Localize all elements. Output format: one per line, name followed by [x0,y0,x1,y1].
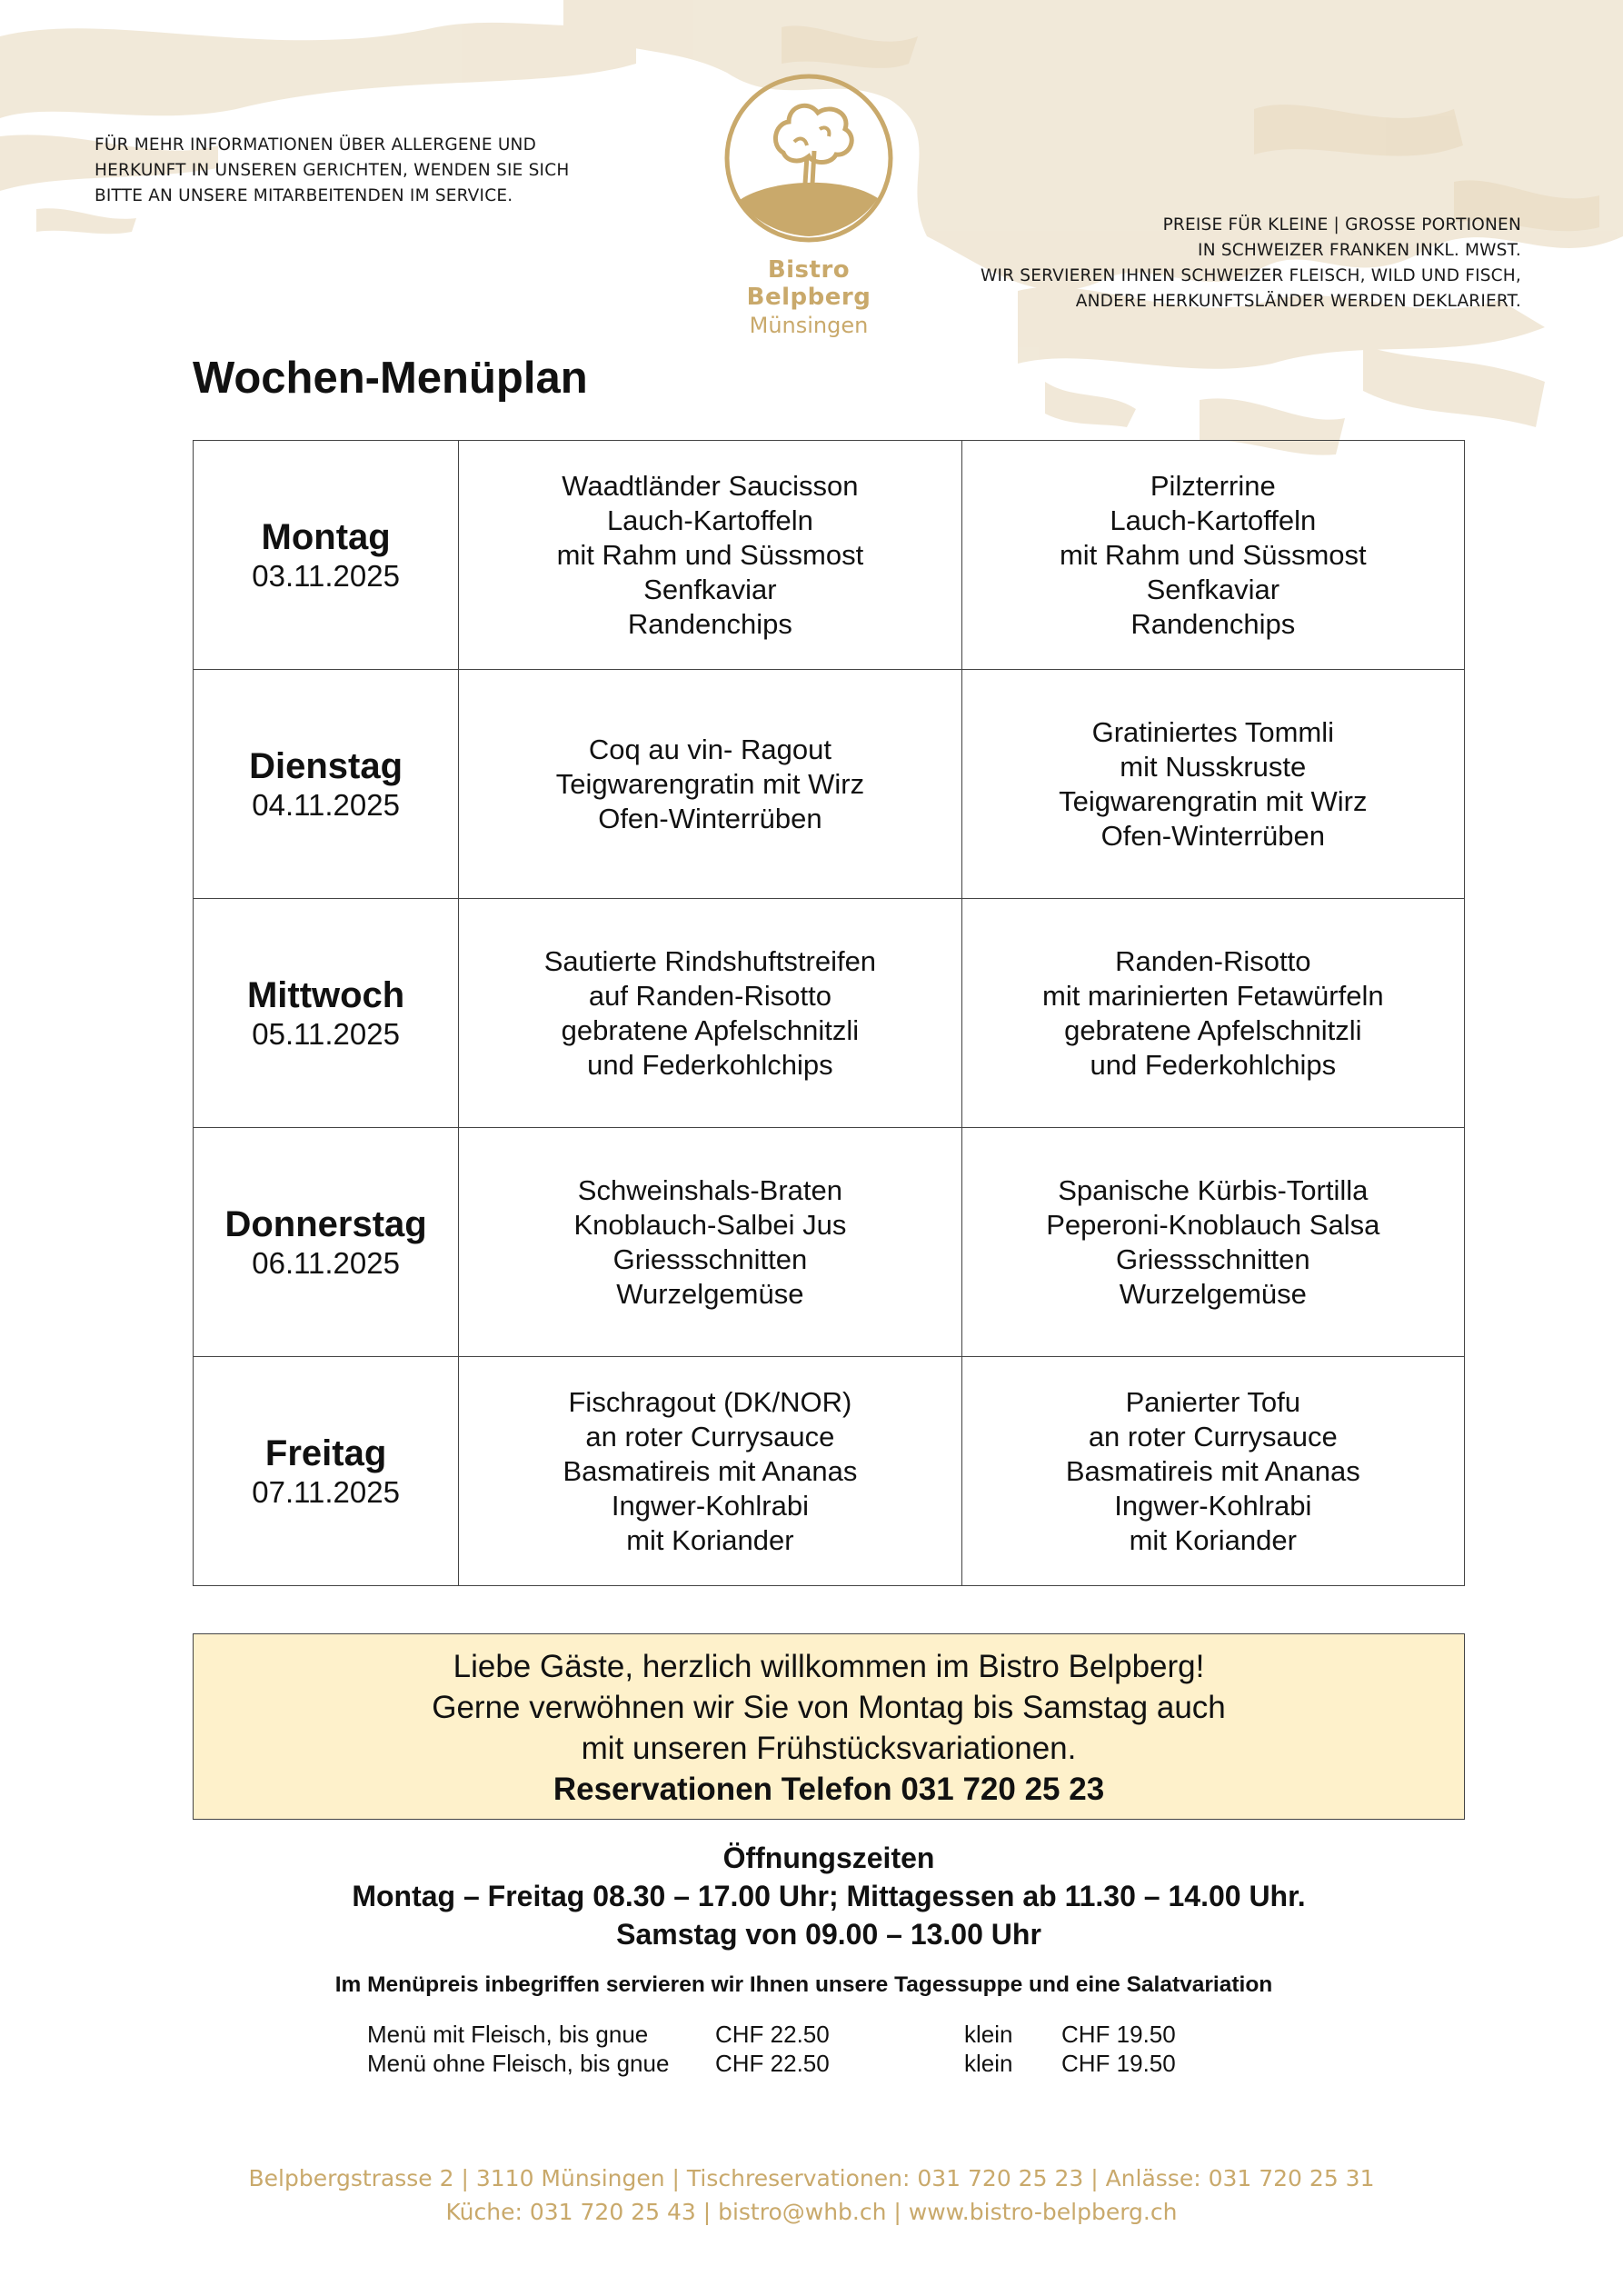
menu-line: Pilzterrine [1150,469,1276,502]
table-row [194,1357,1465,1586]
price-note-line: ANDERE HERKUNFTSLÄNDER WERDEN DEKLARIERT. [1075,292,1521,311]
meat-menu-cell [459,899,961,1128]
meat-menu-cell [459,1357,961,1586]
weekday-hours: Montag – Freitag 08.30 – 17.00 Uhr; Mittagessen ab 11.30 – 14.00 Uhr. [352,1880,1306,1912]
day-cell [194,670,459,899]
menu-line: Gratiniertes Tommli [1091,715,1335,748]
day-date: 03.11.2025 [252,558,400,593]
welcome-line: Liebe Gäste, herzlich willkommen im Bistro Belpberg! [453,1649,1205,1684]
menu-line: Waadtländer Saucisson [562,469,859,502]
reservation-phone: Reservationen Telefon 031 720 25 23 [553,1772,1105,1807]
menu-line: mit Rahm und Süssmost [556,538,864,571]
small-portion-label: klein [964,2021,1013,2048]
footer-contact [0,2161,1623,2229]
small-portion-price: CHF 19.50 [1061,2021,1176,2048]
day-cell [194,1128,459,1357]
opening-hours [193,1839,1465,1953]
menu-line: gebratene Apfelschnitzli [561,1013,860,1046]
menu-line: Basmatireis mit Ananas [1065,1454,1360,1487]
menu-line: an roter Currysauce [585,1420,835,1452]
day-name: Dienstag [249,745,403,786]
price-note-line: PREISE FÜR KLEINE | GROSSE PORTIONEN [1162,215,1521,235]
price-value: CHF 22.50 [715,2050,830,2077]
veg-menu-cell [961,1357,1464,1586]
menu-line: Randenchips [627,607,792,640]
table-row [194,441,1465,670]
opening-hours-title: Öffnungszeiten [722,1842,935,1874]
menu-line: und Federkohlchips [587,1048,833,1081]
menu-line: Fischragout (DK/NOR) [568,1385,852,1418]
page-title: Wochen-Menüplan [193,354,588,403]
menu-line: Schweinshals-Braten [577,1173,842,1206]
price-row [367,2049,1276,2078]
menu-line: Knoblauch-Salbei Jus [573,1208,847,1241]
menu-line: gebratene Apfelschnitzli [1064,1013,1362,1046]
menu-table [193,440,1465,1586]
price-note-line: WIR SERVIEREN IHNEN SCHWEIZER FLEISCH, WILD UND FISCH, [980,266,1521,285]
veg-menu-cell [961,899,1464,1128]
table-row [194,899,1465,1128]
small-portion-price: CHF 19.50 [1061,2050,1176,2077]
day-cell [194,1357,459,1586]
menu-line: Lauch-Kartoffeln [606,504,813,536]
meat-menu-cell [459,441,961,670]
footer-line: Belpbergstrasse 2 | 3110 Münsingen | Tischreservationen: 031 720 25 23 | Anlässe: 031 720 25 31 [248,2165,1375,2191]
menu-line: Teigwarengratin mit Wirz [555,767,865,800]
menu-line: Ingwer-Kohlrabi [1114,1489,1312,1522]
allergen-note-line: HERKUNFT IN UNSEREN GERICHTEN, WENDEN SIE SICH [95,161,570,180]
menu-line: Ingwer-Kohlrabi [611,1489,809,1522]
menu-line: mit marinierten Fetawürfeln [1042,979,1384,1012]
menu-line: Ofen-Winterrüben [1100,819,1325,852]
welcome-line: mit unseren Frühstücksvariationen. [581,1731,1077,1766]
meat-menu-cell [459,1128,961,1357]
menu-line: Basmatireis mit Ananas [563,1454,858,1487]
price-value: CHF 22.50 [715,2021,830,2048]
day-date: 04.11.2025 [252,787,400,822]
menu-line: mit Koriander [1129,1523,1297,1556]
meat-menu-cell [459,670,961,899]
menu-line: Wurzelgemüse [1119,1277,1307,1310]
logo-town: Münsingen [749,313,869,338]
menu-line: mit Rahm und Süssmost [1059,538,1367,571]
day-date: 05.11.2025 [252,1016,400,1051]
allergen-note-line: FÜR MEHR INFORMATIONEN ÜBER ALLERGENE UND [95,135,537,155]
menu-line: Ofen-Winterrüben [598,802,822,834]
menu-line: Griessschnitten [1115,1243,1310,1275]
menu-line: Teigwarengratin mit Wirz [1059,784,1368,817]
veg-menu-cell [961,670,1464,899]
price-row [367,2020,1276,2049]
table-row [194,1128,1465,1357]
menu-line: Senfkaviar [643,573,777,605]
logo-name: Bistro Belpberg [746,256,871,311]
menu-line: Peperoni-Knoblauch Salsa [1046,1208,1380,1241]
menu-line: an roter Currysauce [1088,1420,1338,1452]
veg-menu-cell [961,441,1464,670]
menu-line: Coq au vin- Ragout [588,733,831,765]
day-name: Montag [261,516,391,557]
day-name: Freitag [264,1433,387,1473]
footer-line: Küche: 031 720 25 43 | bistro@whb.ch | www.bistro-belpberg.ch [445,2199,1178,2225]
menu-line: Lauch-Kartoffeln [1110,504,1317,536]
welcome-box [193,1633,1465,1820]
price-label: Menü ohne Fleisch, bis gnue [367,2050,670,2077]
welcome-line: Gerne verwöhnen wir Sie von Montag bis Samstag auch [432,1690,1226,1725]
menu-line: und Federkohlchips [1090,1048,1337,1081]
menu-line: Panierter Tofu [1125,1385,1301,1418]
price-note [812,213,1521,314]
price-label: Menü mit Fleisch, bis gnue [367,2021,649,2048]
menu-line: mit Koriander [626,1523,794,1556]
allergen-note-line: BITTE AN UNSERE MITARBEITENDEN IM SERVICE. [95,186,513,205]
menu-line: Spanische Kürbis-Tortilla [1058,1173,1369,1206]
menu-line: Griessschnitten [612,1243,808,1275]
menu-line: Senfkaviar [1146,573,1280,605]
day-date: 07.11.2025 [252,1474,400,1509]
day-name: Donnerstag [224,1203,427,1244]
price-list [367,2020,1276,2078]
menu-line: mit Nusskruste [1120,750,1307,783]
price-note-line: IN SCHWEIZER FRANKEN INKL. MWST. [1198,241,1521,260]
small-portion-label: klein [964,2050,1013,2077]
included-note: Im Menüpreis inbegriffen servieren wir Ihnen unsere Tagessuppe und eine Salatvariation [334,1972,1273,1997]
day-date: 06.11.2025 [252,1245,400,1280]
menu-line: auf Randen-Risotto [588,979,831,1012]
day-cell [194,441,459,670]
day-cell [194,899,459,1128]
saturday-hours: Samstag von 09.00 – 13.00 Uhr [616,1918,1041,1951]
menu-line: Randen-Risotto [1115,944,1311,977]
menu-line: Wurzelgemüse [616,1277,804,1310]
allergen-note [95,133,603,209]
table-row [194,670,1465,899]
veg-menu-cell [961,1128,1464,1357]
menu-line: Randenchips [1130,607,1296,640]
day-name: Mittwoch [246,974,405,1015]
menu-line: Sautierte Rindshuftstreifen [543,944,877,977]
